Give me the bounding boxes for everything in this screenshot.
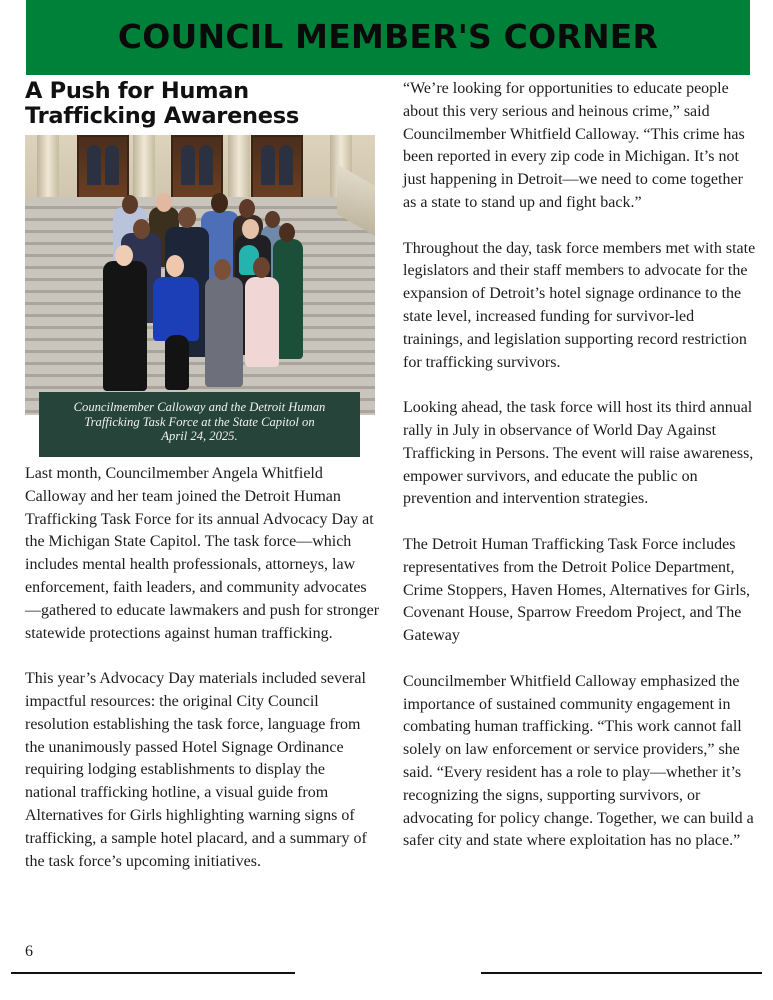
capitol-door bbox=[251, 135, 303, 200]
paragraph: Last month, Councilmember Angela Whitfield Calloway and her team joined the Detroit Human Trafficking Task Force for its annual Advocacy Day at the Michigan State Capitol. The task force—which includes mental health professionals, attorneys, law enforcement, faith leaders, and community advocates—gathered to educate lawmakers and push for stronger statewide protections against human trafficking. bbox=[25, 465, 380, 642]
person bbox=[153, 277, 199, 341]
paragraph: Looking ahead, the task force will host its third annual rally in July in observance of World Day Against Trafficking in Persons. The event will raise awareness, empower survivors, and educate the public on prevention and intervention strategies. bbox=[403, 399, 754, 508]
person-head bbox=[156, 193, 172, 212]
person-head bbox=[214, 259, 231, 280]
person-head bbox=[242, 219, 259, 239]
caption-line-3: April 24, 2025. bbox=[161, 429, 238, 443]
person bbox=[103, 261, 147, 391]
person-head bbox=[122, 195, 138, 214]
photo-caption bbox=[39, 392, 360, 457]
group-photo bbox=[25, 135, 375, 415]
footer-divider-left bbox=[11, 972, 295, 974]
capitol-door bbox=[77, 135, 129, 200]
person-head bbox=[211, 193, 228, 213]
paragraph: Councilmember Whitfield Calloway emphasized the importance of sustained community engagement in combating human trafficking. “This work cannot fall solely on law enforcement or service providers,” she said. “Every resident has a role to play—whether it’s recognizing the signs, supporting survivors, or advocating for policy change. Together, we can build a safer city and state where exploitation has no place.” bbox=[403, 672, 754, 850]
person-head bbox=[253, 257, 270, 278]
left-column-body bbox=[25, 463, 380, 896]
section-banner bbox=[26, 0, 750, 75]
caption-line-1: Councilmember Calloway and the Detroit Human bbox=[73, 400, 326, 414]
paragraph: Throughout the day, task force members met with state legislators and their staff members to advocate for the expansion of Detroit’s hotel signage ordinance to the state level, increased funding for survivor-led trainings, and legislation supporting record restriction for trafficking survivors. bbox=[403, 239, 756, 371]
capitol-column bbox=[133, 135, 155, 205]
paragraph: The Detroit Human Trafficking Task Force includes representatives from the Detroit Police Department, Crime Stoppers, Haven Homes, Alternatives for Girls, Covenant House, Sparrow Freedom Project, and The Gateway bbox=[403, 535, 751, 645]
person-head bbox=[166, 255, 184, 277]
banner-title: COUNCIL MEMBER'S CORNER bbox=[117, 17, 659, 56]
capitol-column bbox=[37, 135, 59, 205]
person bbox=[165, 335, 189, 390]
person-head bbox=[265, 211, 280, 228]
paragraph: This year’s Advocacy Day materials included several impactful resources: the original City Council resolution establishing the task force, language from the unanimously passed Hotel Signage Ordinance requiring lodging establishments to display the national trafficking hotline, a visual guide from Alternatives for Girls highlighting warning signs of trafficking, a sample hotel placard, and a summary of the task force’s upcoming initiatives. bbox=[25, 670, 367, 870]
capitol-door bbox=[171, 135, 223, 200]
person-head bbox=[133, 219, 150, 239]
person bbox=[245, 277, 279, 367]
headline-line-2: Trafficking Awareness bbox=[25, 103, 299, 129]
paragraph: “We’re looking for opportunities to educate people about this very serious and heinous crime,” said Councilmember Whitfield Calloway. “This crime has been reported in every zip code in Michigan. It’s not just happening in Detroit—we need to come together as a state to stand up and fight back.” bbox=[403, 80, 745, 211]
headline-line-1: A Push for Human bbox=[25, 78, 249, 104]
footer-divider-right bbox=[481, 972, 762, 974]
caption-line-2: Trafficking Task Force at the State Capitol on bbox=[84, 414, 315, 429]
capitol-column bbox=[228, 135, 250, 205]
right-column-body bbox=[403, 78, 758, 876]
person-head bbox=[279, 223, 295, 242]
article-headline bbox=[25, 79, 375, 129]
page-number: 6 bbox=[25, 943, 33, 960]
person-head bbox=[178, 207, 196, 228]
person-head bbox=[115, 245, 133, 266]
person-head bbox=[239, 199, 255, 218]
person bbox=[205, 277, 243, 387]
